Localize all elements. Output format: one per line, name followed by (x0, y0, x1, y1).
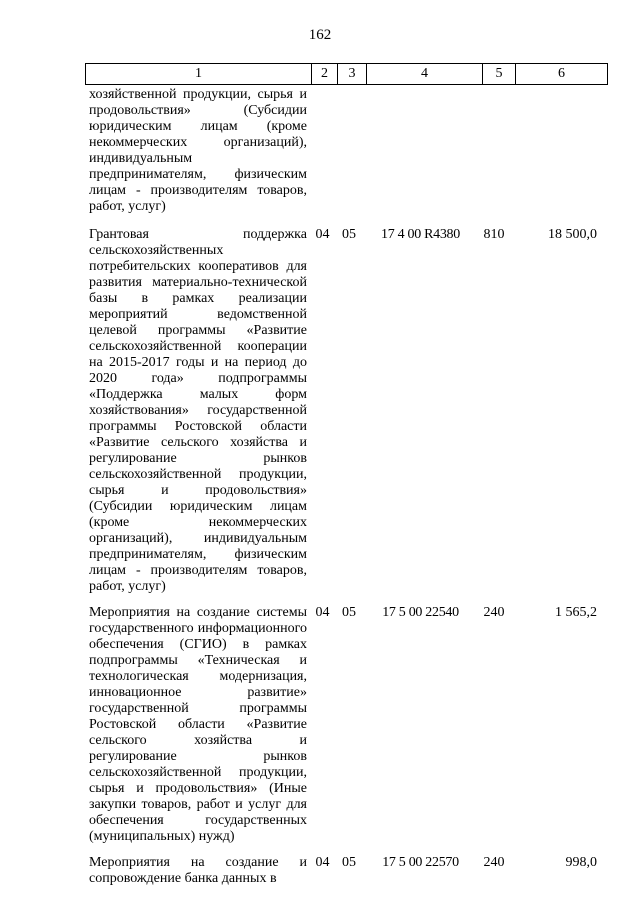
row-amount: 18 500,0 (548, 227, 597, 242)
table-row (85, 605, 601, 845)
table-row (85, 87, 601, 215)
row-amount: 998,0 (565, 855, 597, 870)
row-subsection: 05 (342, 227, 356, 242)
row-expense-type: 240 (483, 855, 505, 870)
budget-table-body (85, 87, 601, 897)
header-col-1: 1 (86, 64, 312, 85)
row-section: 04 (315, 855, 330, 870)
row-section: 04 (315, 227, 330, 242)
row-expense-type: 810 (483, 227, 505, 242)
header-col-2: 2 (312, 64, 338, 85)
header-col-3: 3 (338, 64, 367, 85)
table-row (85, 855, 601, 887)
row-description: хозяйственной продукции, сырья и продовольствия» (Субсидии юридическим лицам (кроме некоммерческих организаций), индивидуальным предпринимателям, физическим лицам - производителям товаров, работ, услуг) (89, 87, 307, 214)
row-target-article: 17 5 00 22570 (382, 855, 459, 870)
header-col-5: 5 (483, 64, 516, 85)
row-description: Грантовая поддержка сельскохозяйственных потребительских кооперативов для развития материально-технической базы в рамках реализации мероприятий ведомственной целевой программы «Развитие сельскохозяйственной кооперации на 2015-2017 годы и на период до 2020 года» подпрограммы «Поддержка малых форм хозяйствования» государственной программы Ростовской области «Развитие сельского хозяйства и регулирование рынков сельскохозяйственной продукции, сырья и продовольствия» (Субсидии юридическим лицам (кроме некоммерческих организаций), индивидуальным предпринимателям, физическим лицам - производителям товаров, работ, услуг) (89, 227, 307, 594)
row-subsection: 05 (342, 855, 356, 870)
row-description: Мероприятия на создание и сопровождение банка данных в (89, 855, 307, 886)
header-col-4: 4 (367, 64, 483, 85)
row-expense-type: 240 (483, 605, 505, 620)
row-amount: 1 565,2 (555, 605, 597, 620)
row-target-article: 17 4 00 R4380 (381, 227, 460, 242)
row-description: Мероприятия на создание системы государственного информационного обеспечения (СГИО) в рамках подпрограммы «Техническая и технологическая модернизация, инновационное развитие» государственной программы Ростовской области «Развитие сельского хозяйства и регулирование рынков сельскохозяйственной продукции, сырья и продовольствия» (Иные закупки товаров, работ и услуг для обеспечения государственных (муниципальных) нужд) (89, 605, 307, 844)
page-number: 162 (308, 27, 332, 43)
row-target-article: 17 5 00 22540 (382, 605, 459, 620)
row-section: 04 (315, 605, 330, 620)
table-row (85, 227, 601, 595)
table-header (85, 63, 608, 85)
header-col-6: 6 (516, 64, 608, 85)
row-subsection: 05 (342, 605, 356, 620)
